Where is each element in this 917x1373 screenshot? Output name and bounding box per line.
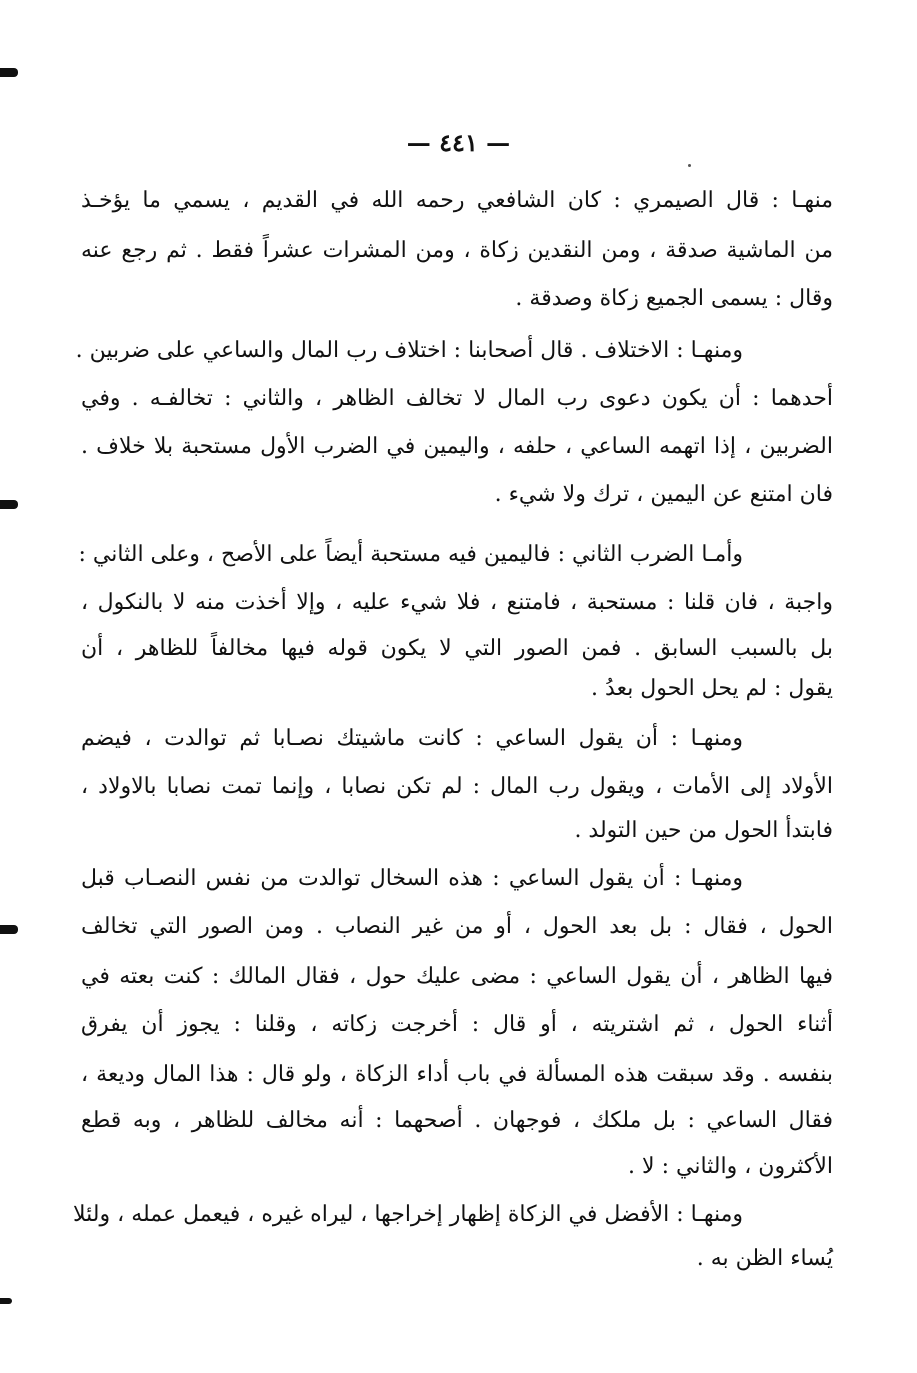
text-line: بل بالسبب السابق . فمن الصور التي لا يكون قوله فيها مخالفاً للظاهر ، أن — [81, 636, 833, 661]
scan-speck — [688, 164, 691, 167]
page-number: — ٤٤١ — — [406, 128, 511, 157]
text-line: فقال الساعي : بل ملكك ، فوجهان . أصحهما : أنه مخالف للظاهر ، وبه قطع — [81, 1108, 833, 1133]
text-line: أثناء الحول ، ثم اشتريته ، أو قال : أخرجت زكاته ، وقلنا : يجوز أن يفرق — [81, 1012, 833, 1037]
text-line: يقول : لم يحل الحول بعدُ . — [591, 676, 833, 701]
text-line: ومنهـا : الأفضل في الزكاة إظهار إخراجها ، ليراه غيره ، فيعمل عمله ، ولئلا — [73, 1202, 743, 1227]
text-line: الأكثرون ، والثاني : لا . — [628, 1154, 833, 1179]
text-line: ومنهـا : الاختلاف . قال أصحابنا : اختلاف رب المال والساعي على ضربين . — [75, 338, 743, 363]
text-line: الأولاد إلى الأمات ، ويقول رب المال : لم تكن نصابا ، وإنما تمت نصابا بالاولاد ، — [81, 774, 833, 799]
text-line: وقال : يسمى الجميع زكاة وصدقة . — [515, 286, 833, 311]
text-line: يُساء الظن به . — [696, 1246, 833, 1271]
text-line: وأمـا الضرب الثاني : فاليمين فيه مستحبة أيضاً على الأصح ، وعلى الثاني : — [78, 542, 743, 567]
text-line: بنفسه . وقد سبقت هذه المسألة في باب أداء الزكاة ، ولو قال : هذا المال وديعة ، — [81, 1062, 833, 1087]
text-line: ومنهـا : أن يقول الساعي : هذه السخال توالدت من نفس النصـاب قبل — [81, 866, 743, 891]
text-line: أحدهما : أن يكون دعوى رب المال لا تخالف الظاهر ، والثاني : تخالفـه . وفي — [81, 386, 833, 411]
scan-edge-mark — [0, 500, 18, 509]
text-line: فابتدأ الحول من حين التولد . — [574, 818, 833, 843]
text-line: الضربين ، إذا اتهمه الساعي ، حلفه ، واليمين في الضرب الأول مستحبة بلا خلاف . — [81, 434, 833, 459]
text-line: ومنهـا : أن يقول الساعي : كانت ماشيتك نصـابا ثم توالدت ، فيضم — [81, 726, 743, 751]
text-line: واجبة ، فان قلنا : مستحبة ، فامتنع ، فلا شيء عليه ، وإلا أخذت منه لا بالنكول ، — [81, 590, 833, 615]
scan-edge-mark — [0, 925, 18, 934]
text-line: الحول ، فقال : بل بعد الحول ، أو من غير النصاب . ومن الصور التي تخالف — [81, 914, 833, 939]
scan-edge-mark — [0, 68, 18, 77]
text-line: فان امتنع عن اليمين ، ترك ولا شيء . — [494, 482, 833, 507]
text-line: من الماشية صدقة ، ومن النقدين زكاة ، ومن المشرات عشراً فقط . ثم رجع عنه — [81, 238, 833, 263]
scan-edge-mark — [0, 1298, 12, 1304]
text-line: فيها الظاهر ، أن يقول الساعي : مضى عليك حول ، فقال المالك : كنت بعته في — [81, 964, 833, 989]
text-line: منهـا : قال الصيمري : كان الشافعي رحمه الله في القديم ، يسمي ما يؤخـذ — [81, 188, 833, 213]
